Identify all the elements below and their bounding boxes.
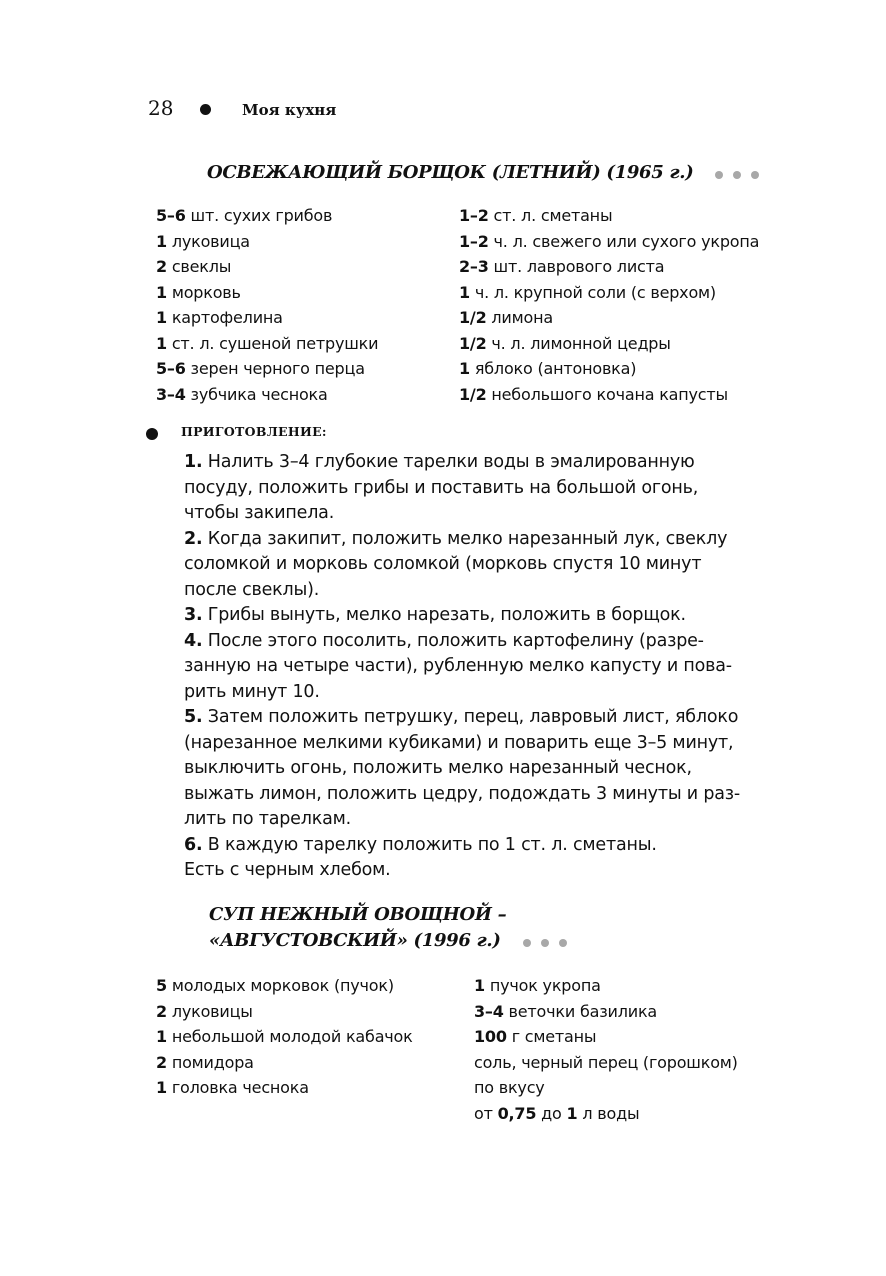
recipe-year: (1965 г.) (606, 162, 694, 183)
ingredient-item (156, 999, 413, 1025)
book-title: Моя кухня (242, 101, 337, 119)
closing-note: Есть с черным хлебом. (184, 860, 391, 880)
ingredient-quantity: 1 (156, 282, 167, 302)
step-line (184, 654, 784, 680)
preparation-steps (184, 450, 784, 884)
ingredient-text: г сметаны (506, 1027, 597, 1046)
recipe-title (207, 162, 769, 184)
ingredient-quantity: 1 (156, 1078, 167, 1097)
ingredient-item (459, 280, 759, 306)
step-line (184, 476, 784, 502)
recipe-title-line1: СУП НЕЖНЫЙ ОВОЩНОЙ – (209, 904, 507, 925)
step-line (184, 680, 784, 706)
ingredient-text: соль, черный перец (горошком) (474, 1052, 738, 1072)
step-text: посуду, положить грибы и поставить на большой огонь, (184, 477, 699, 498)
ingredient-text: ч. л. лимонной цедры (486, 333, 671, 353)
ingredient-item (474, 1101, 738, 1127)
ingredient-text: головка чеснока (166, 1078, 309, 1097)
ingredient-item (156, 973, 413, 999)
preparation-bullet-icon (146, 428, 158, 440)
step-text: После этого посолить, положить картофелину (разре- (202, 630, 704, 651)
ingredient-quantity: 1 (474, 976, 485, 995)
ingredient-quantity: 1/2 (459, 308, 487, 327)
ingredient-text: луковицы (166, 1001, 253, 1021)
ingredient-quantity: 5–6 (156, 359, 186, 378)
step-text: выключить огонь, положить мелко нарезанный чеснок, (184, 758, 692, 778)
ingredient-quantity: 5–6 (156, 206, 186, 225)
ingredient-text: шт. лаврового листа (488, 257, 665, 276)
step-text: соломкой и морковь соломкой (морковь спустя 10 минут (184, 554, 702, 574)
ingredient-text: пучок укропа (484, 976, 601, 995)
ingredient-quantity: 1–2 (459, 231, 489, 251)
ingredient-quantity: 2–3 (459, 257, 489, 276)
ingredient-quantity: 1 (156, 308, 167, 327)
step-line (184, 578, 784, 604)
ingredient-text: небольшого кочана капусты (486, 384, 728, 404)
step-line (184, 603, 784, 629)
ingredient-text: морковь (166, 282, 241, 302)
step-line (184, 705, 784, 731)
ingredient-quantity: 1–2 (459, 206, 489, 225)
step-text: лить по тарелкам. (184, 809, 351, 829)
ingredient-quantity: 100 (474, 1027, 507, 1046)
ingredients-right-column (474, 973, 738, 1126)
step-line (184, 501, 784, 527)
step-text: Грибы вынуть, мелко нарезать, положить в борщок. (202, 605, 686, 625)
step-line (184, 807, 784, 833)
ingredient-quantity: 1 (156, 231, 167, 251)
step-text: выжать лимон, положить цедру, подождать 3 минуты и раз- (184, 783, 740, 804)
ingredient-quantity: 1 (156, 333, 167, 353)
ingredient-text: лимона (486, 308, 553, 327)
step-text: Когда закипит, положить мелко нарезанный лук, свеклу (202, 528, 728, 549)
preparation-label: ПРИГОТОВЛЕНИЕ: (181, 424, 327, 439)
ingredient-quantity: 1 (566, 1103, 578, 1123)
ingredient-text: ч. л. крупной соли (с верхом) (469, 282, 716, 302)
step-line (184, 731, 784, 757)
recipe-title (209, 930, 577, 952)
ingredient-item (459, 203, 759, 229)
ingredient-quantity: 3–4 (474, 1001, 504, 1021)
ingredient-quantity: 2 (156, 1001, 167, 1021)
ingredient-text: веточки базилика (503, 1001, 658, 1021)
ingredient-item (156, 331, 378, 357)
ingredient-text: свеклы (166, 257, 232, 276)
ingredient-item (156, 254, 378, 280)
ingredient-item (474, 999, 738, 1025)
ingredient-text: ч. л. свежего или сухого укропа (488, 231, 760, 251)
title-dots-icon (523, 931, 577, 952)
step-text: В каждую тарелку положить по 1 ст. л. сметаны. (202, 834, 657, 855)
ingredient-text: картофелина (166, 308, 283, 327)
ingredient-quantity: 1/2 (459, 333, 487, 353)
step-line (184, 782, 784, 808)
header-bullet-icon (200, 104, 211, 115)
ingredient-quantity: 2 (156, 1052, 167, 1072)
step-line (184, 629, 784, 655)
ingredient-item (459, 305, 759, 331)
recipe-title-line2: «АВГУСТОВСКИЙ» (209, 930, 408, 951)
ingredient-item (156, 356, 378, 382)
step-number: 4. (184, 630, 203, 651)
ingredient-quantity: 1 (459, 282, 470, 302)
ingredient-text: по вкусу (474, 1078, 545, 1097)
ingredient-text: ст. л. сушеной петрушки (166, 333, 379, 353)
ingredient-quantity: 1/2 (459, 384, 487, 404)
ingredient-item (156, 203, 378, 229)
step-line (184, 450, 784, 476)
step-text: занную на четыре части), рубленную мелко капусту и пова- (184, 656, 732, 676)
step-text: после свеклы). (184, 579, 320, 600)
ingredient-item (156, 305, 378, 331)
ingredient-text: зубчика чеснока (185, 384, 328, 404)
ingredient-item (156, 382, 378, 408)
ingredient-text: помидора (166, 1052, 254, 1072)
ingredient-quantity: 1 (156, 1027, 167, 1046)
ingredient-item (459, 331, 759, 357)
ingredient-item (474, 973, 738, 999)
step-number: 2. (184, 528, 203, 549)
ingredients-right-column (459, 203, 759, 407)
step-number: 1. (184, 452, 203, 472)
step-line (184, 833, 784, 859)
ingredients-left-column (156, 973, 413, 1101)
ingredient-item (156, 1024, 413, 1050)
ingredient-quantity: 1 (459, 359, 470, 378)
step-line (184, 756, 784, 782)
step-line (184, 552, 784, 578)
ingredients-left-column (156, 203, 378, 407)
ingredient-quantity: 2 (156, 257, 167, 276)
ingredient-item (459, 254, 759, 280)
ingredient-quantity: 5 (156, 976, 167, 995)
ingredient-text: шт. сухих грибов (185, 206, 333, 225)
ingredient-text: ст. л. сметаны (488, 206, 613, 225)
step-text: (нарезанное мелкими кубиками) и поварить еще 3–5 минут, (184, 732, 734, 753)
ingredient-text: л воды (577, 1103, 640, 1123)
ingredient-item (156, 229, 378, 255)
ingredient-item (474, 1050, 738, 1076)
ingredient-text: луковица (166, 231, 250, 251)
page-number: 28 (148, 96, 174, 120)
ingredient-item (474, 1024, 738, 1050)
recipe-title (209, 904, 506, 925)
ingredient-item (156, 1050, 413, 1076)
step-text: Налить 3–4 глубокие тарелки воды в эмалированную (202, 452, 695, 472)
ingredient-text: молодых морковок (пучок) (166, 976, 394, 995)
step-number: 3. (184, 605, 203, 625)
ingredient-text: от (474, 1103, 498, 1123)
ingredient-item (459, 356, 759, 382)
ingredient-text: яблоко (антоновка) (469, 359, 637, 378)
step-number: 5. (184, 707, 203, 727)
step-text: чтобы закипела. (184, 503, 335, 523)
ingredient-item (459, 382, 759, 408)
step-line (184, 527, 784, 553)
recipe-title-text: ОСВЕЖАЮЩИЙ БОРЩОК (ЛЕТНИЙ) (207, 162, 601, 183)
ingredient-item (459, 229, 759, 255)
step-text: рить минут 10. (184, 681, 320, 702)
ingredient-text: зерен черного перца (185, 359, 365, 378)
ingredient-quantity: 0,75 (497, 1103, 537, 1123)
ingredient-item (474, 1075, 738, 1101)
ingredient-item (156, 280, 378, 306)
ingredient-text: до (536, 1103, 567, 1123)
ingredient-item (156, 1075, 413, 1101)
recipe-year: (1996 г.) (413, 930, 501, 951)
ingredient-text: небольшой молодой кабачок (166, 1027, 413, 1046)
step-number: 6. (184, 834, 203, 855)
ingredient-quantity: 3–4 (156, 384, 186, 404)
step-text: Затем положить петрушку, перец, лавровый лист, яблоко (202, 707, 739, 727)
title-dots-icon (715, 163, 769, 184)
